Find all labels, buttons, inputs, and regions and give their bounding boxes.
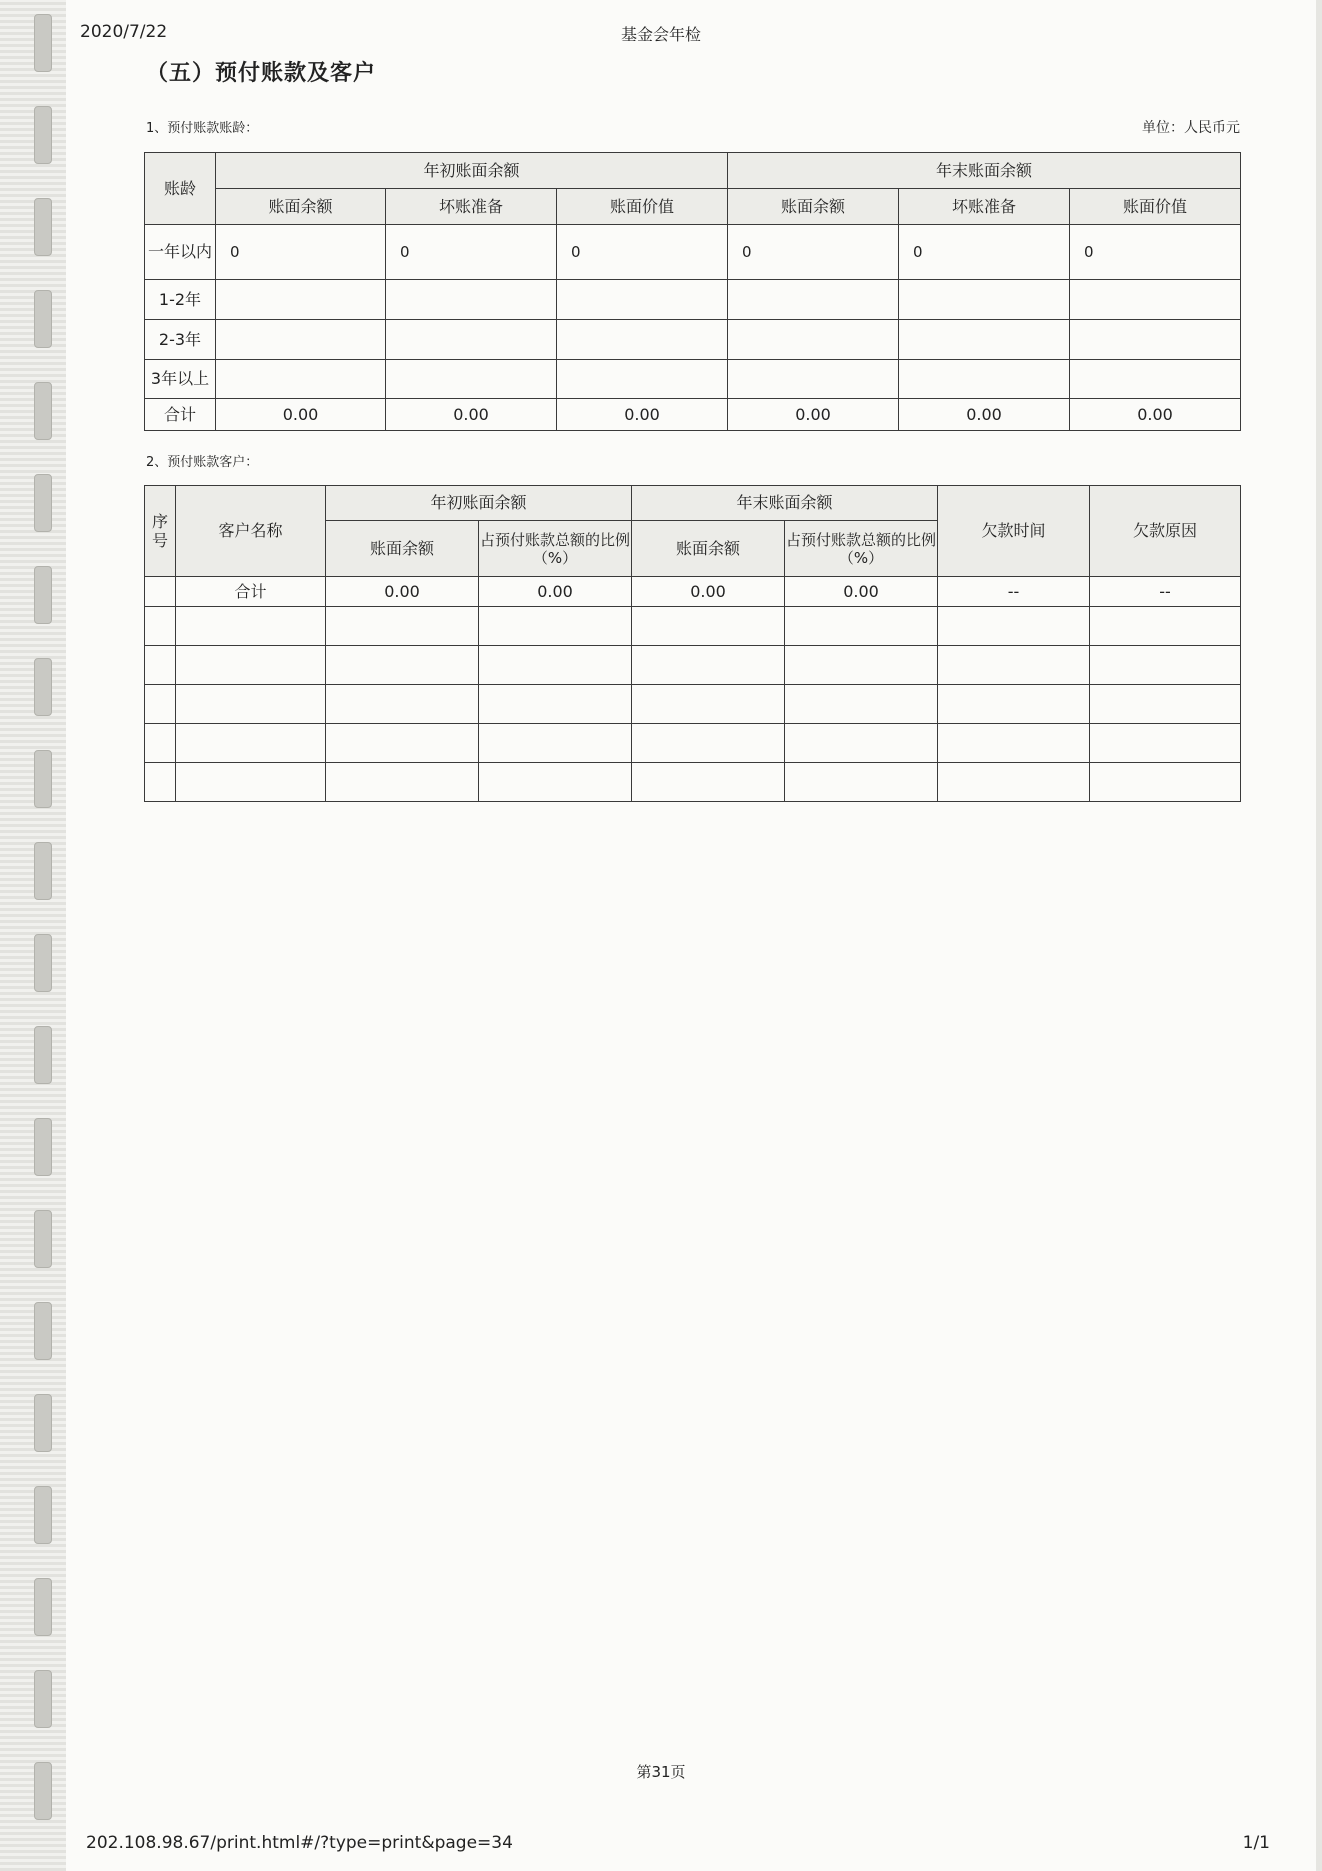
feed-hole [34,1578,52,1636]
feed-hole [34,842,52,900]
cell [785,685,938,724]
cell [386,280,557,320]
ratio-header: 占预付账款总额的比例（%） [479,521,632,577]
owed-time-header: 欠款时间 [938,486,1090,577]
cell [216,320,386,360]
feed-hole [34,1026,52,1084]
seq-header: 序号 [145,486,176,577]
sub-header: 账面余额 [728,189,899,225]
cell [216,360,386,399]
cell [785,646,938,685]
feed-hole [34,934,52,992]
cell [176,763,326,802]
cell: 0 [216,225,386,280]
cell [785,763,938,802]
feed-hole [34,290,52,348]
table2-subtitle: 2、预付账款客户： [146,455,259,470]
cell [1090,763,1241,802]
cell [176,646,326,685]
table-row [145,360,1241,399]
table-row [145,320,1241,360]
end-balance-group-header: 年末账面余额 [632,486,938,521]
customer-name-header: 客户名称 [176,486,326,577]
cell [785,724,938,763]
feed-hole [34,566,52,624]
print-url: 202.108.98.67/print.html#/?type=print&page=34 [86,1833,513,1853]
cell: 0.00 [557,399,728,431]
sub-header: 坏账准备 [899,189,1070,225]
cell [326,685,479,724]
balance-header: 账面余额 [326,521,479,577]
begin-balance-group-header: 年初账面余额 [326,486,632,521]
cell [632,685,785,724]
cell [479,724,632,763]
cell [386,320,557,360]
cell [728,360,899,399]
feed-hole [34,382,52,440]
feed-hole [34,1118,52,1176]
cell: 0.00 [728,399,899,431]
cell [632,607,785,646]
cell: 0 [728,225,899,280]
cell: 0.00 [326,577,479,607]
cell [632,724,785,763]
feed-hole [34,750,52,808]
cell [938,646,1090,685]
cell [145,646,176,685]
cell [728,320,899,360]
row-label: 3年以上 [145,360,216,399]
tractor-feed-strip [0,0,66,1871]
cell [1070,280,1241,320]
cell [557,280,728,320]
cell: 0.00 [899,399,1070,431]
feed-hole [34,1302,52,1360]
table-row [145,225,1241,280]
row-label: 合计 [145,399,216,431]
cell [479,763,632,802]
sub-header: 账面余额 [216,189,386,225]
owed-reason-header: 欠款原因 [1090,486,1241,577]
feed-hole [34,1210,52,1268]
cell: 0.00 [216,399,386,431]
cell [1090,724,1241,763]
begin-balance-group-header: 年初账面余额 [216,153,728,189]
table-row [145,646,1241,685]
cell [938,685,1090,724]
cell [1090,607,1241,646]
cell [899,360,1070,399]
cell: 0.00 [785,577,938,607]
cell [176,685,326,724]
cell [386,360,557,399]
table-row [145,685,1241,724]
cell [1090,685,1241,724]
cell: 0.00 [479,577,632,607]
cell [326,646,479,685]
page-count: 1/1 [1242,1833,1270,1853]
cell [176,607,326,646]
cell [176,724,326,763]
cell [145,607,176,646]
print-date: 2020/7/22 [80,22,168,42]
cell [479,607,632,646]
sub-header: 账面价值 [557,189,728,225]
table-row [145,280,1241,320]
cell: 0 [557,225,728,280]
feed-hole [34,1394,52,1452]
cell [479,685,632,724]
row-label: 1-2年 [145,280,216,320]
cell [1070,360,1241,399]
customer-table [144,485,1241,802]
sub-header: 账面价值 [1070,189,1241,225]
cell [326,763,479,802]
cell [938,724,1090,763]
table-row [145,607,1241,646]
cell: 0.00 [632,577,785,607]
total-row [145,577,1241,607]
cell: 0.00 [1070,399,1241,431]
cell [557,320,728,360]
total-label: 合计 [176,577,326,607]
cell [479,646,632,685]
sub-header: 坏账准备 [386,189,557,225]
cell [145,577,176,607]
cell: 0 [1070,225,1241,280]
feed-hole [34,1486,52,1544]
cell: -- [938,577,1090,607]
aging-header: 账龄 [145,153,216,225]
section-title: （五）预付账款及客户 [146,61,377,86]
feed-hole [34,1670,52,1728]
cell [1090,646,1241,685]
row-label: 一年以内 [145,225,216,280]
cell [785,607,938,646]
cell [326,724,479,763]
aging-table [144,152,1241,431]
cell [728,280,899,320]
cell [557,360,728,399]
row-label: 2-3年 [145,320,216,360]
cell: 0.00 [386,399,557,431]
cell [145,763,176,802]
cell: -- [1090,577,1241,607]
cell [938,607,1090,646]
cell [216,280,386,320]
cell: 0 [899,225,1070,280]
cell [938,763,1090,802]
end-balance-group-header: 年末账面余额 [728,153,1241,189]
page-number: 第31页 [636,1763,686,1781]
ratio-header: 占预付账款总额的比例（%） [785,521,938,577]
cell [1070,320,1241,360]
feed-hole [34,658,52,716]
feed-hole [34,106,52,164]
cell [145,685,176,724]
table-row [145,724,1241,763]
cell [145,724,176,763]
total-row [145,399,1241,431]
table-row [145,763,1241,802]
feed-hole [34,474,52,532]
cell: 0 [386,225,557,280]
cell [632,763,785,802]
document-title: 基金会年检 [620,25,701,44]
cell [632,646,785,685]
cell [326,607,479,646]
cell [899,280,1070,320]
balance-header: 账面余额 [632,521,785,577]
feed-hole [34,198,52,256]
paper-edge [1316,0,1322,1871]
table1-subtitle: 1、预付账款账龄： [146,121,259,136]
currency-unit: 单位：人民币元 [1142,120,1240,136]
cell [899,320,1070,360]
